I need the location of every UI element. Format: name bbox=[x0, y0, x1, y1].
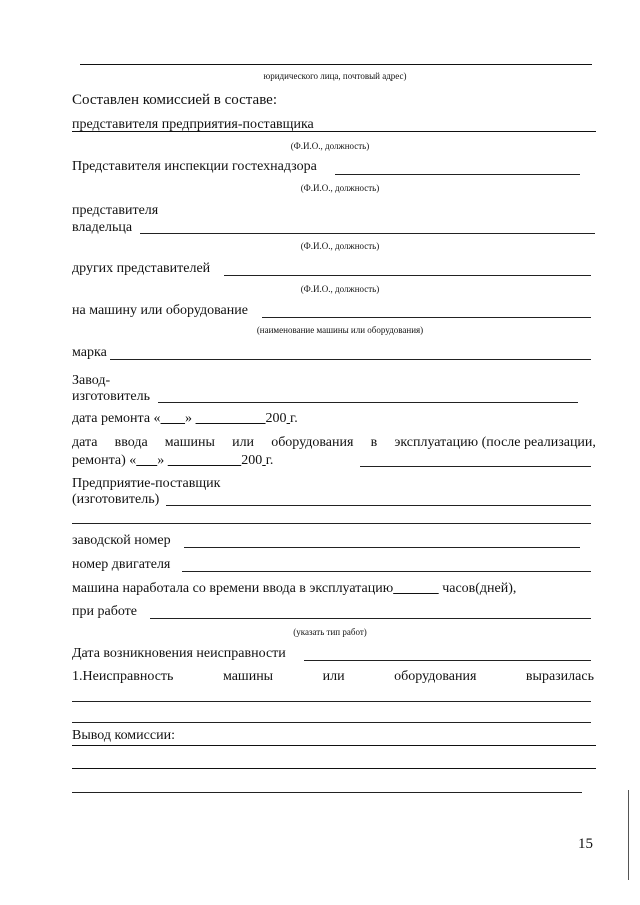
page-number: 15 bbox=[578, 836, 593, 852]
commissioning-cont: ремонта) « bbox=[72, 453, 137, 468]
supplier-rep-label: представителя предприятия-поставщика bbox=[72, 117, 314, 132]
supplier-label-2: (изготовитель) bbox=[72, 492, 160, 507]
work-type-label: при работе bbox=[72, 604, 137, 619]
commissioning-month-field[interactable] bbox=[168, 453, 242, 468]
commissioning-tail-line[interactable] bbox=[360, 466, 591, 467]
other-reps-label: других представителей bbox=[72, 261, 211, 276]
conclusion-line-1[interactable] bbox=[72, 745, 596, 746]
commissioning-word-1: дата bbox=[72, 435, 98, 450]
work-type-caption: (указать тип работ) bbox=[293, 627, 367, 637]
fault-date-label: Дата возникновения неисправности bbox=[72, 646, 286, 661]
inspection-rep-caption: (Ф.И.О., должность) bbox=[300, 183, 380, 193]
commissioning-word-7: эксплуатацию (после реализации, bbox=[394, 435, 596, 450]
repair-date-close-quote: » bbox=[185, 411, 193, 426]
fault-line-2[interactable] bbox=[72, 722, 591, 723]
serial-number-line[interactable] bbox=[184, 547, 580, 548]
commissioning-row-2 bbox=[72, 452, 273, 469]
repair-date-row bbox=[72, 410, 298, 427]
conclusion-line-2[interactable] bbox=[72, 768, 596, 769]
inspection-rep-label: Представителя инспекции гостехнадзора bbox=[72, 159, 317, 174]
commissioning-year: 200 bbox=[241, 453, 263, 468]
serial-number-label: заводской номер bbox=[72, 533, 171, 548]
owner-rep-line[interactable] bbox=[140, 233, 595, 234]
commissioning-word-2: ввода bbox=[114, 435, 148, 450]
supplier-line[interactable] bbox=[166, 505, 591, 506]
address-caption: юридического лица, почтовый адрес) bbox=[263, 71, 407, 81]
fault-line-1[interactable] bbox=[72, 701, 591, 702]
repair-date-open-quote: « bbox=[153, 411, 161, 426]
repair-date-day-field[interactable] bbox=[161, 411, 186, 426]
owner-rep-caption: (Ф.И.О., должность) bbox=[300, 241, 380, 251]
supplier-label: Предприятие-поставщик bbox=[72, 476, 221, 491]
other-reps-caption: (Ф.И.О., должность) bbox=[300, 284, 380, 294]
work-type-line[interactable] bbox=[150, 618, 591, 619]
owner-rep-label: представителя bbox=[72, 203, 159, 218]
supplier-rep-caption: (Ф.И.О., должность) bbox=[290, 141, 370, 151]
hours-row bbox=[72, 580, 516, 597]
supplier-rep-line[interactable] bbox=[72, 131, 596, 132]
owner-rep-label-2: владельца bbox=[72, 220, 133, 235]
fault-word-2: машины bbox=[222, 669, 274, 684]
fault-word-1: 1.Неисправность bbox=[72, 669, 174, 684]
repair-date-label: дата ремонта bbox=[72, 411, 154, 426]
conclusion-label: Вывод комиссии: bbox=[72, 728, 175, 743]
fault-word-5: выразилась bbox=[525, 669, 594, 684]
supplier-line-2[interactable] bbox=[72, 523, 591, 524]
inspection-rep-line[interactable] bbox=[335, 174, 580, 175]
other-reps-line[interactable] bbox=[224, 275, 591, 276]
fault-date-line[interactable] bbox=[304, 660, 591, 661]
commissioning-word-4: или bbox=[232, 435, 255, 450]
fault-word-3: или bbox=[322, 669, 345, 684]
commissioning-close-quote: » bbox=[157, 453, 165, 468]
hours-field[interactable] bbox=[393, 581, 439, 596]
machine-caption: (наименование машины или оборудования) bbox=[256, 325, 424, 335]
hours-label: машина наработала со времени ввода в эксплуатацию bbox=[72, 581, 394, 596]
repair-date-year: 200 bbox=[265, 411, 287, 426]
machine-label: на машину или оборудование bbox=[72, 303, 248, 318]
machine-line[interactable] bbox=[262, 317, 591, 318]
manufacturer-label: Завод- bbox=[72, 373, 111, 388]
conclusion-line-3[interactable] bbox=[72, 792, 582, 793]
fault-row bbox=[72, 668, 594, 685]
repair-date-year-suffix: г. bbox=[290, 411, 298, 426]
repair-date-month-field[interactable] bbox=[196, 411, 266, 426]
commission-heading: Составлен комиссией в составе: bbox=[72, 92, 278, 108]
commissioning-word-6: в bbox=[370, 435, 378, 450]
scan-edge-mark bbox=[628, 790, 629, 880]
engine-number-line[interactable] bbox=[182, 571, 591, 572]
fault-word-4: оборудования bbox=[394, 669, 477, 684]
manufacturer-label-2: изготовитель bbox=[72, 389, 150, 404]
commissioning-day-field[interactable] bbox=[136, 453, 157, 468]
engine-number-label: номер двигателя bbox=[72, 557, 171, 572]
hours-unit: часов(дней), bbox=[438, 581, 517, 596]
brand-line[interactable] bbox=[110, 359, 591, 360]
commissioning-word-3: машины bbox=[164, 435, 215, 450]
manufacturer-line[interactable] bbox=[158, 402, 578, 403]
commissioning-year-suffix: г. bbox=[265, 453, 274, 468]
commissioning-row-1 bbox=[72, 434, 596, 451]
address-line[interactable] bbox=[80, 64, 592, 65]
brand-label: марка bbox=[72, 345, 107, 360]
commissioning-word-5: оборудования bbox=[271, 435, 354, 450]
